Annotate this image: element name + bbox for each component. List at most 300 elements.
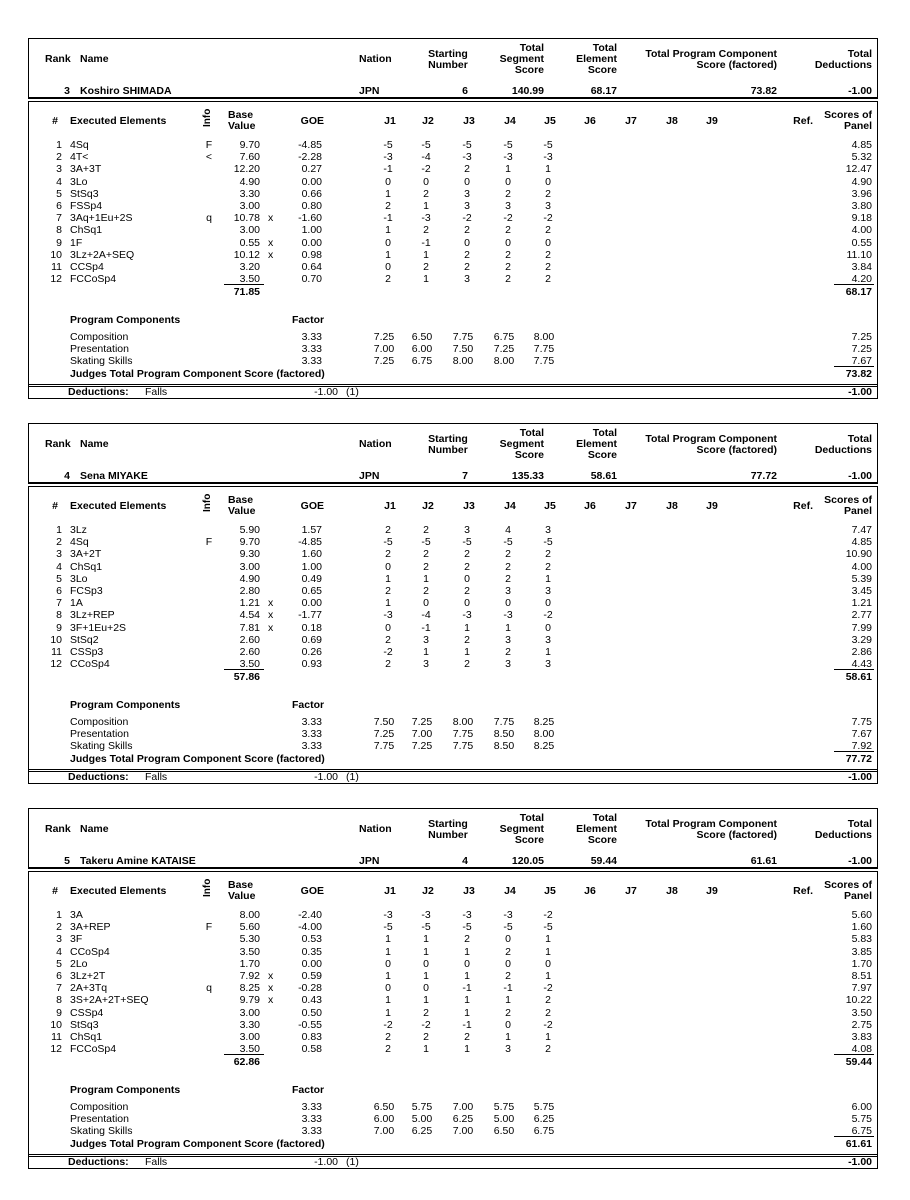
judge-header-6: J6 [584, 500, 596, 512]
element-code: 3Lo [70, 573, 88, 585]
tes-header-1: Total [592, 427, 617, 439]
element-code: CCoSp4 [70, 946, 110, 958]
component-factor: 3.33 [301, 1101, 322, 1113]
component-judge-score-5: 5.75 [533, 1101, 555, 1113]
component-factor: 3.33 [301, 1113, 322, 1125]
element-code: CCoSp4 [70, 658, 110, 670]
nation-header: Nation [359, 438, 392, 450]
base-value: 10.78 [233, 212, 260, 224]
tes-header-2: Element [576, 438, 617, 450]
element-number: 8 [56, 994, 62, 1006]
judge-score-3: -5 [462, 921, 472, 933]
component-judge-score-5: 6.25 [533, 1113, 555, 1125]
total-element-score: 68.17 [590, 85, 617, 97]
component-judge-score-2: 6.25 [411, 1125, 433, 1137]
element-number: 12 [50, 273, 62, 285]
panel-score: 1.21 [851, 597, 872, 609]
referee-header: Ref. [793, 115, 813, 127]
judge-header-3: J3 [463, 500, 475, 512]
judge-score-2: -4 [421, 151, 431, 163]
deduction-total: -1.00 [848, 386, 872, 398]
judge-score-2: 2 [423, 1031, 429, 1043]
judge-score-2: 3 [423, 634, 429, 646]
element-number: 4 [56, 561, 62, 573]
total-deductions: -1.00 [848, 85, 872, 97]
component-judge-score-4: 8.50 [493, 740, 515, 752]
bonus-marker: x [268, 212, 274, 224]
component-judge-score-2: 6.75 [411, 355, 433, 367]
judge-header-6: J6 [584, 885, 596, 897]
judge-score-4: 0 [505, 597, 511, 609]
judge-score-5: 2 [545, 1043, 551, 1055]
judge-score-2: 1 [423, 970, 429, 982]
component-judge-score-2: 5.75 [411, 1101, 433, 1113]
base-value: 3.50 [239, 946, 260, 958]
goe-value: 0.53 [301, 933, 322, 945]
base-value: 3.00 [239, 224, 260, 236]
component-name: Presentation [70, 1113, 129, 1125]
deduction-count: (1) [346, 771, 359, 783]
judge-score-1: 0 [385, 561, 391, 573]
judge-score-1: 2 [385, 273, 391, 285]
element-code: 3Lz+2T [70, 970, 106, 982]
base-value: 7.92 [239, 970, 260, 982]
judge-score-1: 0 [385, 622, 391, 634]
panel-score: 12.47 [845, 163, 872, 175]
judges-total-pcs-value: 73.82 [845, 368, 872, 380]
judge-score-1: 1 [385, 933, 391, 945]
judge-score-3: 0 [464, 237, 470, 249]
judge-score-1: -1 [383, 212, 393, 224]
goe-value: -4.00 [298, 921, 322, 933]
skater-rank: 4 [64, 470, 70, 482]
judge-score-5: 2 [545, 273, 551, 285]
bonus-marker: x [268, 994, 274, 1006]
judge-score-2: 3 [423, 658, 429, 670]
element-number: 9 [56, 622, 62, 634]
base-value-total-rule [224, 1054, 264, 1055]
element-code: ChSq1 [70, 1031, 103, 1043]
element-number-header: # [52, 885, 58, 897]
judge-score-3: 3 [464, 273, 470, 285]
bonus-marker: x [268, 982, 274, 994]
tss-header-1: Total [519, 42, 544, 54]
judge-score-4: 3 [505, 658, 511, 670]
deductions-label: Deductions: [68, 386, 129, 398]
judge-score-2: 2 [423, 188, 429, 200]
element-number: 7 [56, 982, 62, 994]
judge-score-4: 1 [505, 622, 511, 634]
skater-name: Takeru Amine KATAISE [80, 855, 196, 867]
judge-score-3: 2 [464, 585, 470, 597]
panel-score: 4.43 [851, 658, 872, 670]
element-code: StSq3 [70, 1019, 99, 1031]
element-code: 3A+REP [70, 921, 111, 933]
panel-score: 8.51 [851, 970, 872, 982]
element-number: 8 [56, 609, 62, 621]
judge-score-1: 2 [385, 1043, 391, 1055]
judge-score-5: 1 [545, 933, 551, 945]
program-components-header: Program Components [70, 1084, 181, 1096]
panel-score: 4.85 [851, 536, 872, 548]
panel-score-header-2: Panel [843, 120, 872, 132]
element-number: 4 [56, 176, 62, 188]
header-underline [28, 97, 878, 98]
goe-value: 0.58 [301, 1043, 322, 1055]
judge-score-3: 2 [464, 261, 470, 273]
base-value: 4.54 [239, 609, 260, 621]
judge-header-9: J9 [706, 115, 718, 127]
judge-score-3: 1 [464, 1043, 470, 1055]
element-code: CCSp4 [70, 261, 104, 273]
judge-header-5: J5 [544, 115, 556, 127]
element-number-header: # [52, 115, 58, 127]
goe-value: 0.64 [301, 261, 322, 273]
component-panel-score: 7.67 [851, 728, 872, 740]
judge-score-4: 2 [505, 548, 511, 560]
judge-score-1: 2 [385, 548, 391, 560]
judge-score-2: 1 [423, 933, 429, 945]
base-value: 1.21 [239, 597, 260, 609]
panel-score: 7.47 [851, 524, 872, 536]
base-value: 9.70 [239, 139, 260, 151]
element-code: FCCoSp4 [70, 273, 117, 285]
total-element-score: 59.44 [590, 855, 617, 867]
starting-number-header-1: Starting [428, 818, 468, 830]
goe-value: 0.98 [301, 249, 322, 261]
tss-header-2: Segment [499, 438, 544, 450]
judge-score-1: 1 [385, 188, 391, 200]
panel-score-header-2: Panel [843, 890, 872, 902]
skater-name: Koshiro SHIMADA [80, 85, 172, 97]
panel-score-header-1: Scores of [824, 494, 872, 506]
judge-score-3: 3 [464, 188, 470, 200]
judge-score-5: 2 [545, 1007, 551, 1019]
tss-header-3: Score [514, 449, 544, 461]
judge-header-1: J1 [384, 115, 396, 127]
deductions-label: Deductions: [68, 1156, 129, 1168]
element-number: 6 [56, 970, 62, 982]
panel-score: 10.22 [845, 994, 872, 1006]
factor-header: Factor [292, 1084, 325, 1096]
judge-score-4: 2 [505, 946, 511, 958]
component-name: Presentation [70, 728, 129, 740]
element-code: 3Lz+2A+SEQ [70, 249, 135, 261]
judge-score-1: -5 [383, 921, 393, 933]
element-number: 6 [56, 200, 62, 212]
goe-value: 0.49 [301, 573, 322, 585]
judge-header-1: J1 [384, 500, 396, 512]
judge-score-2: 2 [423, 261, 429, 273]
component-judge-score-4: 6.75 [493, 331, 515, 343]
judge-header-9: J9 [706, 885, 718, 897]
component-panel-score: 5.75 [851, 1113, 872, 1125]
component-judge-score-3: 7.75 [452, 740, 474, 752]
nation-header: Nation [359, 53, 392, 65]
base-value: 2.60 [239, 634, 260, 646]
goe-value: 0.65 [301, 585, 322, 597]
judge-score-4: 3 [505, 1043, 511, 1055]
rank-header: Rank [45, 53, 71, 65]
component-judge-score-1: 7.00 [373, 343, 395, 355]
element-code: 3Lz+REP [70, 609, 115, 621]
goe-value: 0.70 [301, 273, 322, 285]
component-judge-score-5: 6.75 [533, 1125, 555, 1137]
judge-header-1: J1 [384, 885, 396, 897]
component-panel-score: 7.92 [851, 740, 872, 752]
judge-score-1: 1 [385, 573, 391, 585]
judge-header-8: J8 [666, 500, 678, 512]
element-number: 7 [56, 212, 62, 224]
judge-score-5: 0 [545, 622, 551, 634]
panel-score: 3.50 [851, 1007, 872, 1019]
base-value: 4.90 [239, 176, 260, 188]
judge-score-1: 1 [385, 946, 391, 958]
judge-score-2: -5 [421, 536, 431, 548]
component-panel-score: 6.75 [851, 1125, 872, 1137]
judge-score-4: 2 [505, 261, 511, 273]
judge-score-3: 0 [464, 176, 470, 188]
judge-score-1: 1 [385, 597, 391, 609]
judge-score-5: -5 [543, 921, 553, 933]
goe-value: 0.50 [301, 1007, 322, 1019]
name-header: Name [80, 438, 109, 450]
judge-score-5: 1 [545, 970, 551, 982]
judge-score-4: 1 [505, 994, 511, 1006]
judge-score-3: -2 [462, 212, 472, 224]
judge-score-3: -5 [462, 139, 472, 151]
tss-header-1: Total [519, 427, 544, 439]
judge-score-4: 2 [505, 249, 511, 261]
total-pcs-score: 73.82 [750, 85, 777, 97]
goe-value: -1.60 [298, 212, 322, 224]
panel-score: 3.80 [851, 200, 872, 212]
judge-score-2: 1 [423, 1043, 429, 1055]
goe-value: 0.00 [301, 597, 322, 609]
judge-score-3: -1 [462, 1019, 472, 1031]
judge-header-2: J2 [422, 500, 434, 512]
base-value-total-rule [224, 669, 264, 670]
panel-score: 2.77 [851, 609, 872, 621]
goe-value: -0.28 [298, 982, 322, 994]
element-code: 4Sq [70, 139, 89, 151]
base-value-total: 62.86 [233, 1056, 260, 1068]
tes-header-2: Element [576, 823, 617, 835]
component-name: Skating Skills [70, 1125, 133, 1137]
goe-value: -2.28 [298, 151, 322, 163]
judge-score-1: 0 [385, 958, 391, 970]
component-factor: 3.33 [301, 740, 322, 752]
component-panel-score: 6.00 [851, 1101, 872, 1113]
base-value: 3.50 [239, 273, 260, 285]
judge-score-5: -5 [543, 536, 553, 548]
element-code: 1A [70, 597, 83, 609]
judge-score-5: 0 [545, 176, 551, 188]
deductions-header-1: Total [847, 433, 872, 445]
tes-header-3: Score [587, 449, 617, 461]
judge-score-5: 2 [545, 994, 551, 1006]
judge-score-5: 2 [545, 561, 551, 573]
goe-value: 0.59 [301, 970, 322, 982]
judge-score-4: 2 [505, 573, 511, 585]
total-pcs-score: 61.61 [750, 855, 777, 867]
element-number: 11 [51, 261, 62, 273]
judge-score-1: -5 [383, 536, 393, 548]
judge-score-1: 1 [385, 224, 391, 236]
goe-value: 1.00 [301, 561, 322, 573]
bonus-marker: x [268, 597, 274, 609]
component-judge-score-5: 7.75 [533, 343, 555, 355]
base-value-total: 57.86 [233, 671, 260, 683]
judge-score-5: -3 [543, 151, 553, 163]
pcs-header-1: Total Program Component [645, 433, 777, 445]
judges-total-pcs-label: Judges Total Program Component Score (factored) [70, 1138, 325, 1150]
panel-score: 7.97 [851, 982, 872, 994]
base-value-header-2: Value [228, 890, 256, 902]
judge-score-2: 1 [423, 249, 429, 261]
judge-score-5: 2 [545, 249, 551, 261]
starting-number-header-1: Starting [428, 433, 468, 445]
judge-score-4: -5 [503, 536, 513, 548]
component-judge-score-4: 5.00 [493, 1113, 515, 1125]
component-judge-score-1: 7.00 [373, 1125, 395, 1137]
element-info: q [206, 982, 212, 994]
panel-total-rule [834, 669, 874, 670]
judge-score-5: 1 [545, 163, 551, 175]
component-judge-score-2: 6.50 [411, 331, 433, 343]
deductions-header-2: Deductions [814, 59, 872, 71]
judge-score-5: 0 [545, 958, 551, 970]
goe-value: 0.35 [301, 946, 322, 958]
goe-value: 0.00 [301, 237, 322, 249]
element-info: F [205, 921, 213, 933]
judge-score-3: -5 [462, 536, 472, 548]
panel-score: 1.60 [851, 921, 872, 933]
judge-header-3: J3 [463, 885, 475, 897]
element-code: ChSq1 [70, 224, 103, 236]
goe-value: 0.83 [301, 1031, 322, 1043]
pcs-total-rule [834, 751, 874, 752]
judge-header-7: J7 [625, 115, 637, 127]
component-judge-score-5: 8.00 [533, 331, 555, 343]
judge-score-2: -5 [421, 921, 431, 933]
judge-score-4: -5 [503, 139, 513, 151]
panel-score: 5.32 [851, 151, 872, 163]
skater-nation: JPN [359, 470, 380, 482]
judge-header-3: J3 [463, 115, 475, 127]
starting-number-header-2: Number [428, 444, 468, 456]
base-value: 7.60 [239, 151, 260, 163]
judge-score-3: 0 [464, 597, 470, 609]
name-header: Name [80, 823, 109, 835]
judge-score-4: 0 [505, 176, 511, 188]
panel-score: 4.08 [851, 1043, 872, 1055]
judge-score-1: 2 [385, 585, 391, 597]
judge-score-1: 0 [385, 261, 391, 273]
tss-header-3: Score [514, 834, 544, 846]
judge-header-5: J5 [544, 885, 556, 897]
component-judge-score-3: 8.00 [452, 355, 474, 367]
judge-score-4: 0 [505, 237, 511, 249]
judge-score-5: -2 [543, 212, 553, 224]
component-judge-score-2: 6.00 [411, 343, 433, 355]
base-value: 10.12 [233, 249, 260, 261]
judge-score-1: 1 [385, 970, 391, 982]
judge-score-5: -2 [543, 982, 553, 994]
component-judge-score-3: 8.00 [452, 716, 474, 728]
judge-header-2: J2 [422, 885, 434, 897]
judge-header-7: J7 [625, 885, 637, 897]
goe-header: GOE [300, 500, 324, 512]
component-judge-score-4: 8.50 [493, 728, 515, 740]
judge-header-8: J8 [666, 115, 678, 127]
total-deductions: -1.00 [848, 855, 872, 867]
starting-number-header-1: Starting [428, 48, 468, 60]
judge-score-5: 3 [545, 200, 551, 212]
element-number: 3 [56, 163, 62, 175]
component-panel-score: 7.67 [851, 355, 872, 367]
judge-score-2: -2 [421, 1019, 431, 1031]
judge-score-3: 2 [464, 933, 470, 945]
judge-score-2: 2 [423, 524, 429, 536]
deduction-type: Falls [145, 771, 168, 783]
judge-score-4: 0 [505, 958, 511, 970]
header-underline [28, 482, 878, 483]
goe-value: 0.80 [301, 200, 322, 212]
total-segment-score: 120.05 [511, 855, 544, 867]
judge-score-3: 1 [464, 622, 470, 634]
judge-score-3: -1 [462, 982, 472, 994]
panel-score: 4.20 [851, 273, 872, 285]
base-value: 4.90 [239, 573, 260, 585]
judge-score-5: 1 [545, 646, 551, 658]
component-name: Presentation [70, 343, 129, 355]
goe-value: -4.85 [298, 139, 322, 151]
judges-total-pcs-label: Judges Total Program Component Score (factored) [70, 368, 325, 380]
judge-score-3: 1 [464, 970, 470, 982]
starting-number-header-2: Number [428, 829, 468, 841]
rank-header: Rank [45, 823, 71, 835]
tss-header-3: Score [514, 64, 544, 76]
judge-score-3: 2 [464, 249, 470, 261]
component-judge-score-4: 7.25 [493, 343, 515, 355]
base-value: 8.25 [239, 982, 260, 994]
element-number: 10 [50, 634, 62, 646]
panel-total: 59.44 [845, 1056, 872, 1068]
goe-value: -1.77 [298, 609, 322, 621]
element-number: 5 [56, 188, 62, 200]
deduction-value: -1.00 [314, 771, 338, 783]
judge-score-1: -3 [383, 609, 393, 621]
judge-score-2: -4 [421, 609, 431, 621]
judge-score-3: 1 [464, 994, 470, 1006]
deductions-label: Deductions: [68, 771, 129, 783]
element-code: 3A [70, 909, 83, 921]
judge-score-2: 1 [423, 994, 429, 1006]
panel-score: 3.84 [851, 261, 872, 273]
judge-score-4: -2 [503, 212, 513, 224]
base-value-header-2: Value [228, 505, 256, 517]
info-header: Info [202, 878, 213, 897]
component-judge-score-2: 7.25 [411, 740, 433, 752]
panel-score-header-1: Scores of [824, 109, 872, 121]
judge-score-3: 2 [464, 561, 470, 573]
base-value: 3.50 [239, 1043, 260, 1055]
judge-score-2: 2 [423, 585, 429, 597]
bonus-marker: x [268, 249, 274, 261]
skater-block [28, 423, 878, 785]
executed-elements-header: Executed Elements [70, 115, 167, 127]
